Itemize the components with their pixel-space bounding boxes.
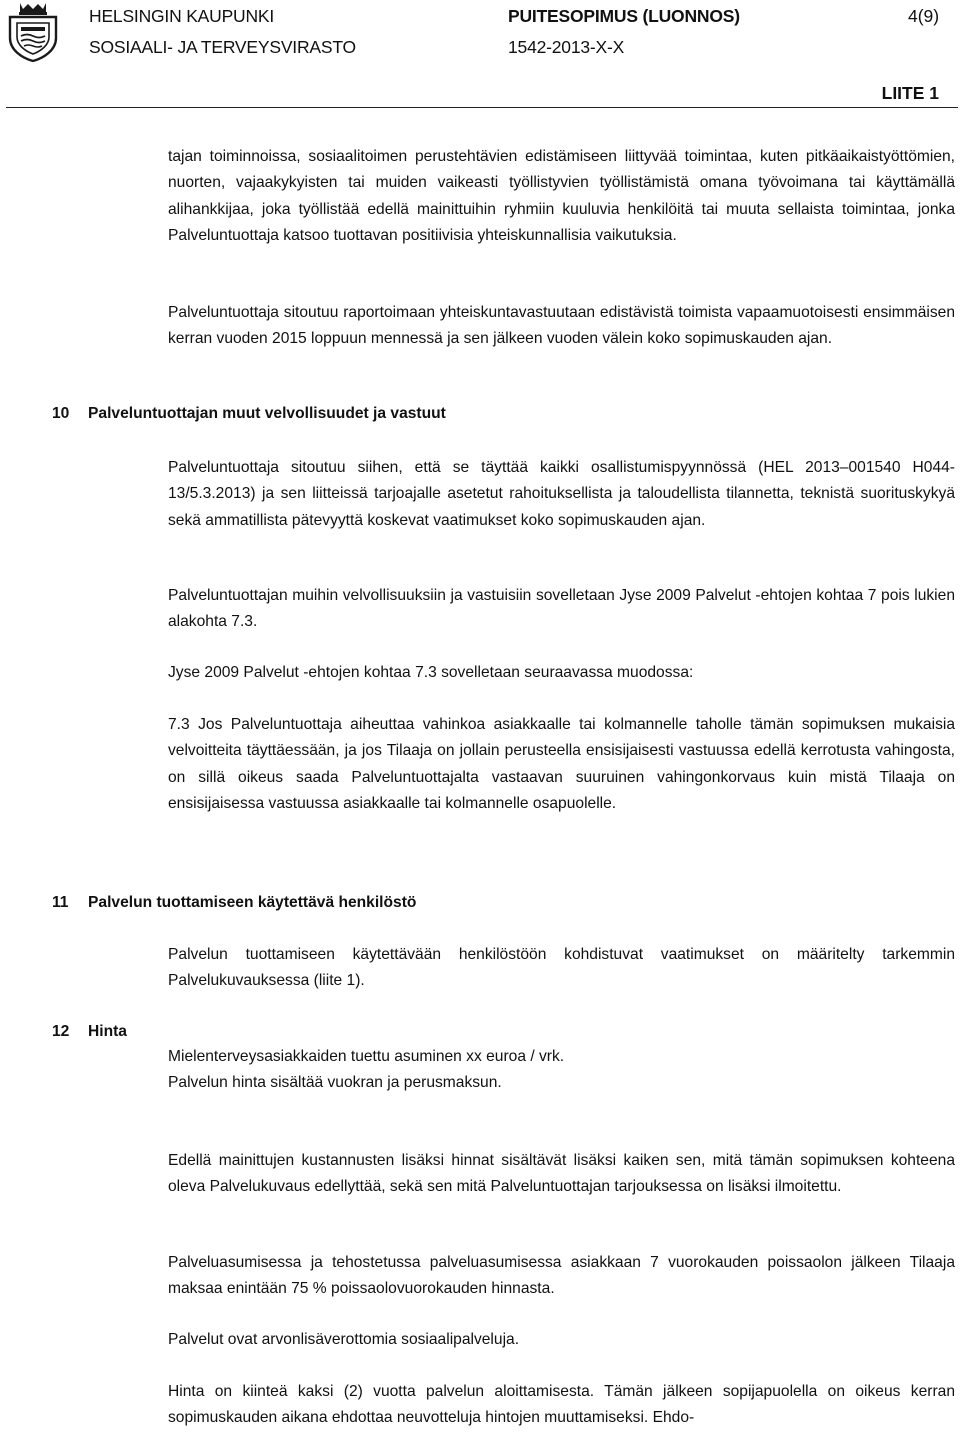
header-department: SOSIAALI- JA TERVEYSVIRASTO <box>89 37 356 57</box>
section-number: 10 <box>52 405 70 422</box>
header-org-name: HELSINGIN KAUPUNKI <box>89 6 275 26</box>
header-org-block <box>89 1 356 63</box>
section-title: Hinta <box>88 1023 127 1040</box>
paragraph-obligations: Palveluntuottaja sitoutuu siihen, että se täyttää kaikki osallistumispyynnössä (HEL 2013–001540 H044-13/5.3.2013) ja sen liitteissä tarjoajalle asetetut rahoituksellista ja taloudellista tilannetta, teknistä suorituskykyä sekä ammatillista pätevyyttä koskevat vaatimukset koko sopimuskauden ajan. <box>168 459 955 529</box>
paragraph-fixed-price: Hinta on kiinteä kaksi (2) vuotta palvelun aloittamisesta. Tämän jälkeen sopijapuolella on oikeus kerran sopimuskauden aikana ehdottaa neuvotteluja hintojen muuttamiseksi. Ehdo- <box>168 1383 955 1427</box>
section-number: 12 <box>52 1023 70 1040</box>
header-page-number: 4(9) <box>908 6 940 26</box>
paragraph-staff: Palvelun tuottamiseen käytettävään henkilöstöön kohdistuvat vaatimukset on määritelty tarkemmin Palvelukuvauksessa (liite 1). <box>168 946 955 990</box>
price-includes-line: Palvelun hinta sisältää vuokran ja perusmaksun. <box>168 1074 502 1092</box>
section-heading-12 <box>52 1019 127 1045</box>
paragraph-price-contents: Edellä mainittujen kustannusten lisäksi hinnat sisältävät lisäksi kaiken sen, mitä tämän sopimuksen kohteena oleva Palvelukuvaus edellyttää, sekä sen mitä Palveluntuottajan tarjouksessa on lisäksi ilmoitettu. <box>168 1152 955 1196</box>
section-heading-11 <box>52 890 416 916</box>
header-doc-block <box>508 1 740 63</box>
paragraph-vat: Palvelut ovat arvonlisäverottomia sosiaalipalveluja. <box>168 1331 520 1348</box>
section-title: Palvelun tuottamiseen käytettävä henkilöstö <box>88 894 417 911</box>
section-number: 11 <box>52 894 69 911</box>
price-line: Mielenterveysasiakkaiden tuettu asuminen xx euroa / vrk. <box>168 1048 565 1065</box>
paragraph-continuation: tajan toiminnoissa, sosiaalitoimen perustehtävien edistämiseen liittyvää toimintaa, kuten pitkäaikaistyöttömien, nuorten, vajaakykyisten tai muiden vaikeasti työllistyvien työllistämistä omana työvoimana tai käyttämällä alihankkijaa, joka työllistää edellä mainittuihin ryhmiin kuuluvia henkilöitä tai muuta sellaista toimintaa, jonka Palveluntuottaja katsoo tuottavan positiivisia yhteiskunnallisia vaikutuksia. <box>168 148 955 245</box>
attachment-label: LIITE 1 <box>881 83 939 103</box>
section-heading-10 <box>52 401 446 427</box>
paragraph-price <box>168 1044 955 1097</box>
header-divider <box>6 107 958 108</box>
section-title: Palveluntuottajan muut velvollisuudet ja vastuut <box>88 405 446 422</box>
paragraph-absence: Palveluasumisessa ja tehostetussa palveluasumisessa asiakkaan 7 vuorokauden poissaolon jälkeen Tilaaja maksaa enintään 75 % poissaolovuorokauden hinnasta. <box>168 1254 955 1298</box>
paragraph-reporting: Palveluntuottaja sitoutuu raportoimaan yhteiskuntavastuutaan edistävistä toimista vapaamuotoisesti ensimmäisen kerran vuoden 2015 loppuun mennessä ja sen jälkeen vuoden välein koko sopimuskauden ajan. <box>168 304 955 348</box>
paragraph-liability: 7.3 Jos Palveluntuottaja aiheuttaa vahinkoa asiakkaalle tai kolmannelle taholle tämän sopimuksen mukaisia velvoitteita täyttäessään, ja jos Tilaaja on jollain perusteella ensisijaisesti vastuussa edellä kerrotusta vahingosta, on sillä oikeus saada Palveluntuottajalta vastaavan suuruinen vahingonkorvaus kuin mistä Tilaaja on ensisijaisessa vastuussa asiakkaalle tai kolmannelle osapuolelle. <box>168 716 955 813</box>
header-doc-number: 1542-2013-X-X <box>508 37 625 57</box>
paragraph-other-obligations: Palveluntuottajan muihin velvollisuuksiin ja vastuisiin sovelletaan Jyse 2009 Palvelut -ehtojen kohtaa 7 pois lukien alakohta 7.3. <box>168 587 955 631</box>
helsinki-crest-icon <box>6 0 60 62</box>
header-doc-type: PUITESOPIMUS (LUONNOS) <box>508 6 740 26</box>
paragraph-jyse-intro: Jyse 2009 Palvelut -ehtojen kohtaa 7.3 sovelletaan seuraavassa muodossa: <box>168 664 694 681</box>
